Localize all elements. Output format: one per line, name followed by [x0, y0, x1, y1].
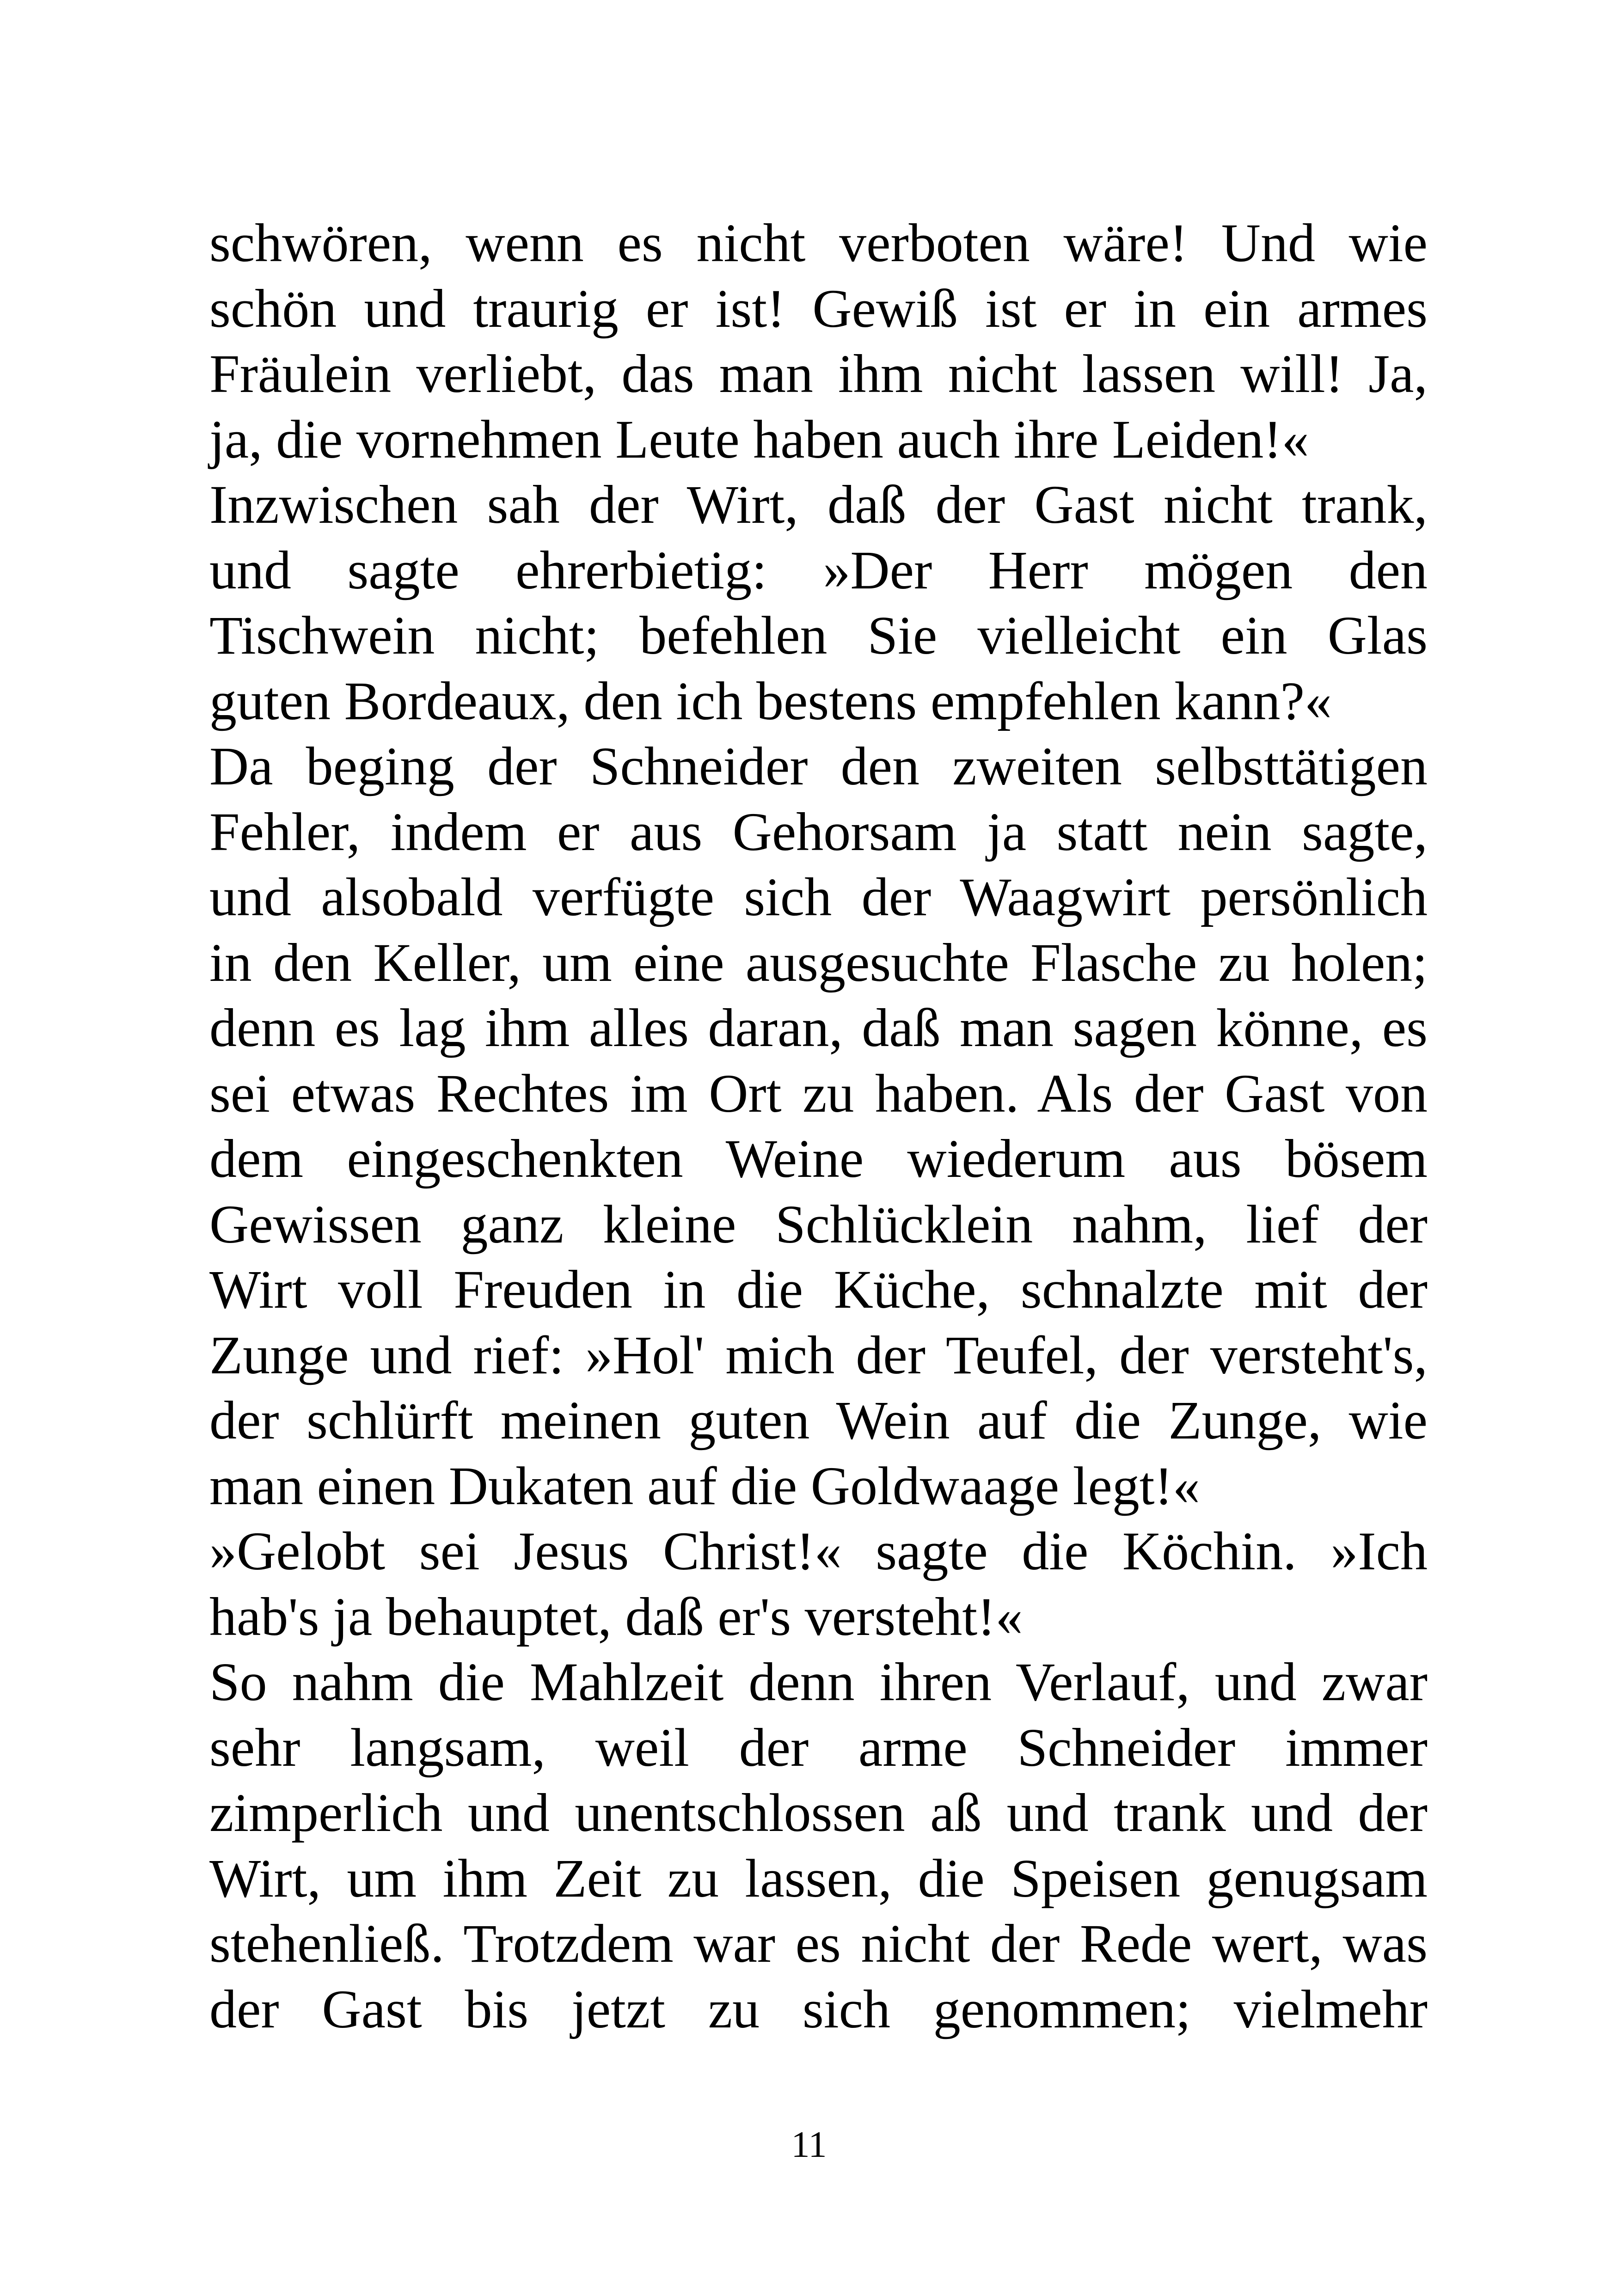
- text-line: hab's ja behauptet, daß er's versteht!«: [209, 1586, 1023, 1647]
- text-line: So nahm die Mahlzeit denn ihren Verlauf, und zwar: [209, 1652, 1428, 1712]
- text-line: stehenließ. Trotzdem war es nicht der Rede wert, was: [209, 1913, 1428, 1974]
- text-line: schön und traurig er ist! Gewiß ist er in ein armes: [209, 278, 1428, 339]
- text-line: Inzwischen sah der Wirt, daß der Gast nicht trank,: [209, 474, 1428, 535]
- text-line: man einen Dukaten auf die Goldwaage legt!«: [209, 1455, 1200, 1516]
- body-text: [209, 210, 1428, 2042]
- text-line: sei etwas Rechtes im Ort zu haben. Als der Gast von: [209, 1063, 1428, 1124]
- text-line: der Gast bis jetzt zu sich genommen; vielmehr: [209, 1978, 1428, 2039]
- text-line: Gewissen ganz kleine Schlücklein nahm, lief der: [209, 1194, 1428, 1255]
- text-line: Wirt voll Freuden in die Küche, schnalzte mit der: [209, 1259, 1428, 1320]
- text-line: Da beging der Schneider den zweiten selbsttätigen: [209, 736, 1428, 796]
- text-line: Wirt, um ihm Zeit zu lassen, die Speisen genugsam: [209, 1848, 1428, 1909]
- text-line: guten Bordeaux, den ich bestens empfehlen kann?«: [209, 670, 1332, 731]
- text-line: Fräulein verliebt, das man ihm nicht lassen will! Ja,: [209, 343, 1428, 404]
- text-line: zimperlich und unentschlossen aß und trank und der: [209, 1782, 1428, 1843]
- text-line: ja, die vornehmen Leute haben auch ihre Leiden!«: [209, 409, 1309, 470]
- text-line: denn es lag ihm alles daran, daß man sagen könne, es: [209, 998, 1428, 1058]
- text-line: und alsobald verfügte sich der Waagwirt persönlich: [209, 867, 1428, 927]
- text-line: Zunge und rief: »Hol' mich der Teufel, der versteht's,: [209, 1324, 1428, 1385]
- text-line: der schlürft meinen guten Wein auf die Zunge, wie: [209, 1390, 1428, 1451]
- text-line: Tischwein nicht; befehlen Sie vielleicht ein Glas: [209, 605, 1428, 666]
- text-line: dem eingeschenkten Weine wiederum aus bösem: [209, 1128, 1428, 1189]
- text-line: schwören, wenn es nicht verboten wäre! Und wie: [209, 213, 1428, 273]
- text-line: sehr langsam, weil der arme Schneider immer: [209, 1717, 1428, 1778]
- text-line: »Gelobt sei Jesus Christ!« sagte die Köchin. »Ich: [209, 1521, 1428, 1581]
- page-number: 11: [791, 2125, 827, 2165]
- text-line: Fehler, indem er aus Gehorsam ja statt nein sagte,: [209, 801, 1428, 862]
- text-line: und sagte ehrerbietig: »Der Herr mögen den: [209, 539, 1428, 600]
- text-line: in den Keller, um eine ausgesuchte Flasche zu holen;: [209, 932, 1428, 993]
